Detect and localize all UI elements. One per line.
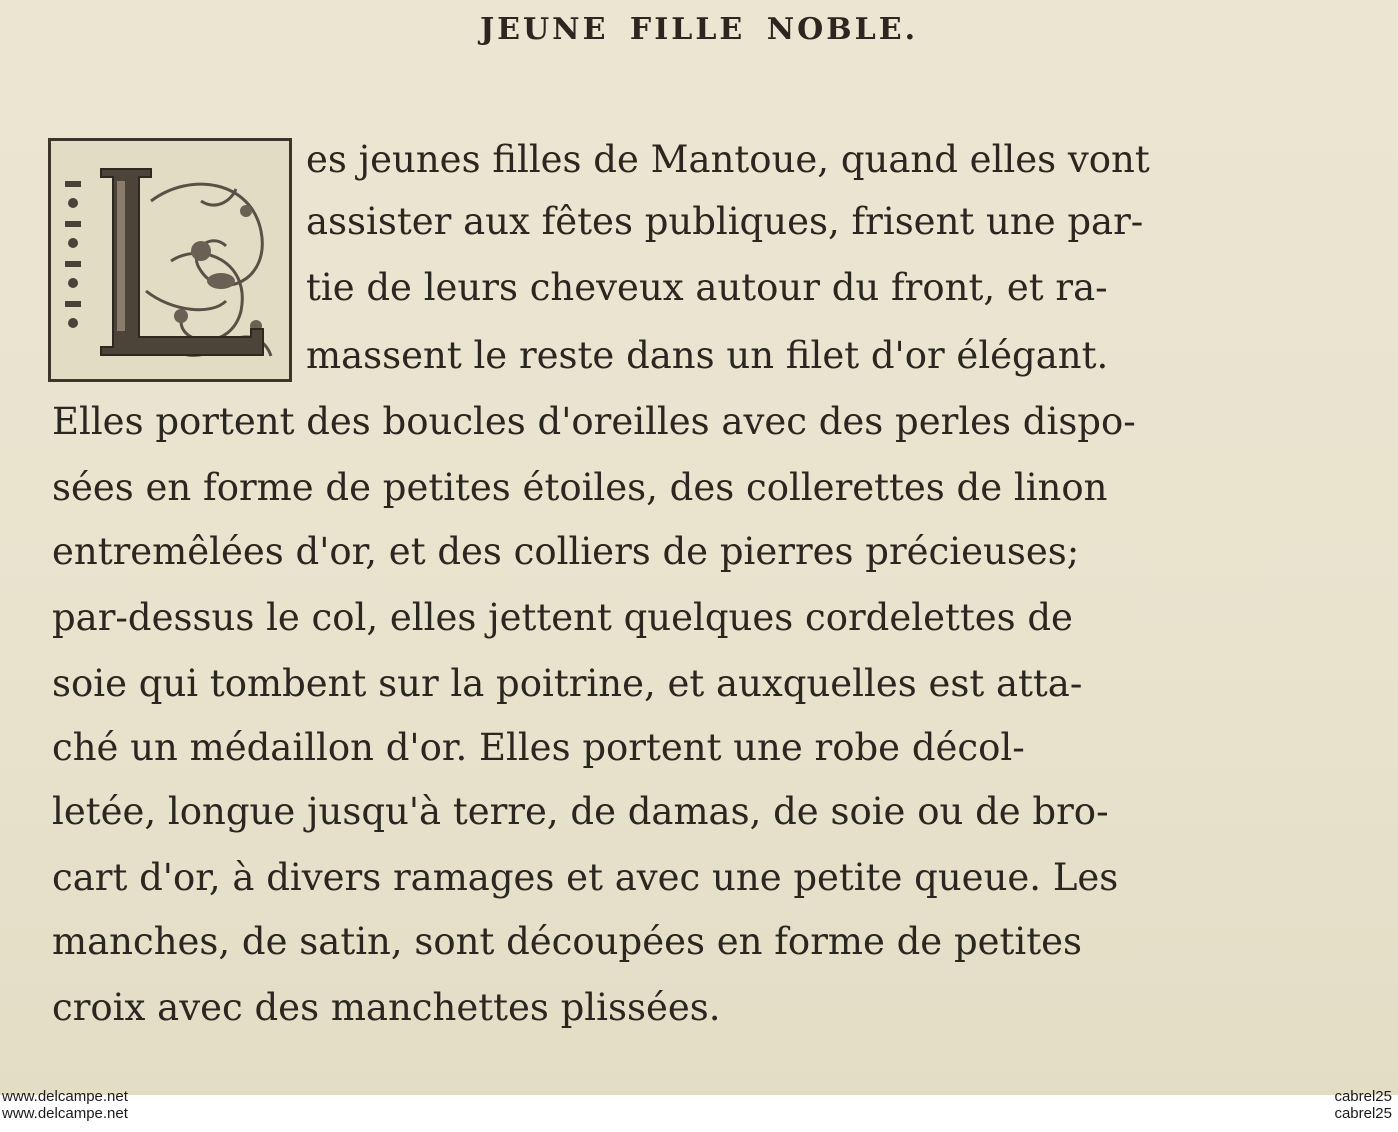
- text-line-2: [306, 200, 1143, 244]
- text-line-13-content: manches, de satin, sont découpées en forme de petites: [52, 920, 1083, 963]
- text-line-6-content: sées en forme de petites étoiles, des collerettes de linon: [52, 466, 1108, 509]
- watermark-right: [1334, 1088, 1392, 1122]
- text-line-7-content: entremêlées d'or, et des colliers de pierres précieuses;: [52, 530, 1080, 573]
- watermark-left: [2, 1088, 128, 1122]
- text-line-6: [52, 466, 1107, 510]
- ornate-initial-l-icon: [48, 138, 292, 382]
- text-line-7: [52, 530, 1079, 574]
- dropcap-ornament: [51, 141, 289, 379]
- text-line-4: [306, 334, 1108, 378]
- watermark-left-line-1: www.delcampe.net: [2, 1088, 128, 1105]
- text-line-9-content: soie qui tombent sur la poitrine, et auxquelles est atta-: [52, 662, 1083, 705]
- text-line-3: [306, 266, 1108, 310]
- page-title: JEUNE FILLE NOBLE.: [479, 12, 919, 47]
- text-line-5-content: Elles portent des boucles d'oreilles avec des perles dispo-: [52, 400, 1136, 443]
- text-line-11-content: letée, longue jusqu'à terre, de damas, de soie ou de bro-: [52, 790, 1109, 833]
- watermark-right-line-1: cabrel25: [1334, 1088, 1392, 1105]
- footer-band: [0, 1095, 1398, 1132]
- text-line-3-content: tie de leurs cheveux autour du front, et ra-: [306, 266, 1108, 309]
- watermark-left-line-2: www.delcampe.net: [2, 1105, 128, 1122]
- text-line-11: [52, 790, 1109, 834]
- text-line-9: [52, 662, 1082, 706]
- text-line-4-content: massent le reste dans un filet d'or élégant.: [306, 334, 1109, 377]
- text-line-14-content: croix avec des manchettes plissées.: [52, 986, 721, 1029]
- text-line-5: [52, 400, 1136, 444]
- text-line-10: [52, 726, 1025, 770]
- text-line-10-content: ché un médaillon d'or. Elles portent une robe décol-: [52, 726, 1025, 769]
- text-line-1-content: es jeunes filles de Mantoue, quand elles vont: [306, 138, 1150, 181]
- text-line-1: [306, 138, 1364, 182]
- text-line-8: [52, 596, 1073, 640]
- text-line-14: [52, 986, 721, 1030]
- text-line-12-content: cart d'or, à divers ramages et avec une petite queue. Les: [52, 856, 1119, 899]
- text-line-2-content: assister aux fêtes publiques, frisent une par-: [306, 200, 1144, 243]
- watermark-right-line-2: cabrel25: [1334, 1105, 1392, 1122]
- text-line-8-content: par-dessus le col, elles jettent quelques cordelettes de: [52, 596, 1073, 639]
- text-line-13: [52, 920, 1082, 964]
- text-line-12: [52, 856, 1118, 900]
